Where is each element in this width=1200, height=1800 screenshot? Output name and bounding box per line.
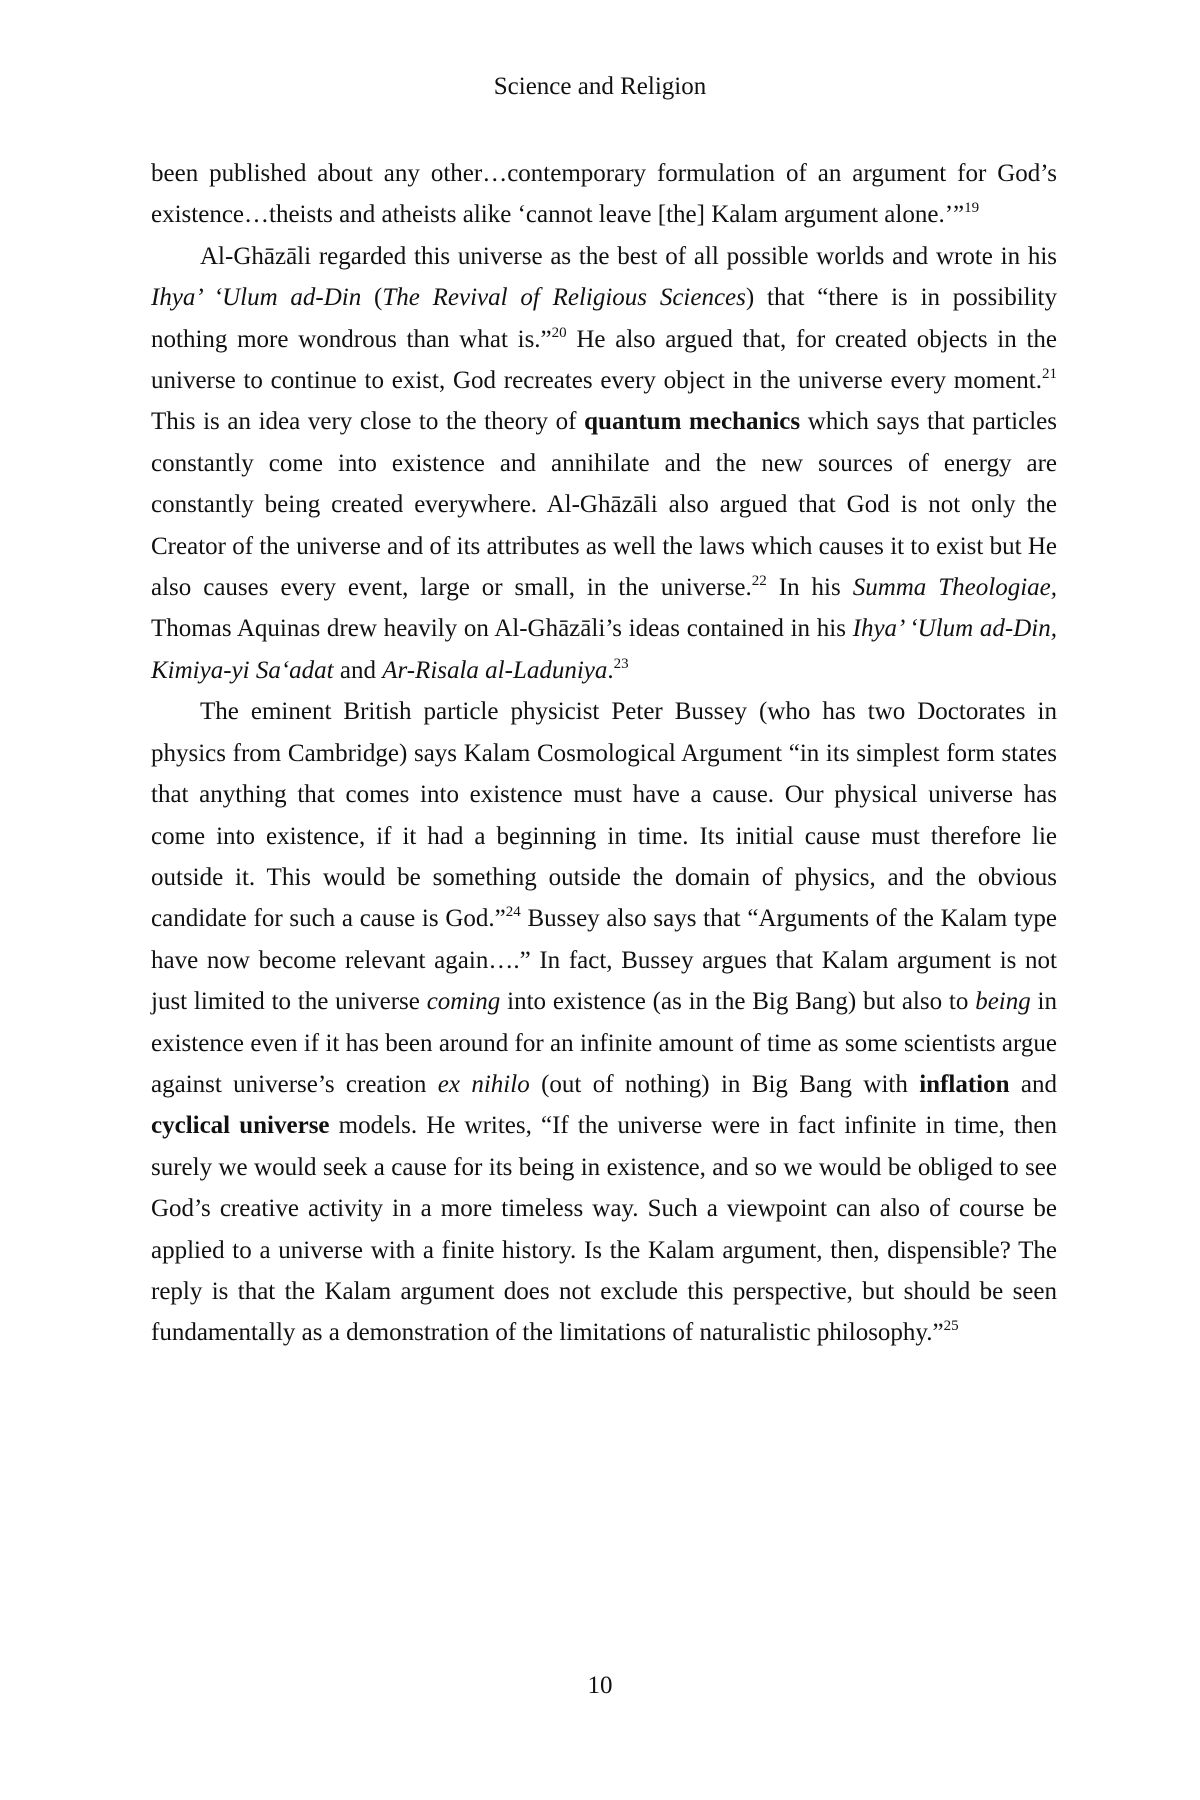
text-span: ( (361, 284, 383, 312)
bold-cyclical-universe: cyclical universe (151, 1112, 330, 1140)
text-span: ) that “there is in possibility nothing more wondrous than what is.” (151, 284, 1057, 353)
paragraph-bussey (151, 691, 1057, 1354)
italic-revival-title: The Revival of Religious Sciences (382, 284, 746, 312)
italic-risala-title: Ar-Risala al-Laduniya (382, 656, 608, 684)
text-span: which says that particles constantly come into existence and annihilate and the new sources of energy are constantly being created everywhere. Al-Ghāzāli also argued that God is not only the Creator of the universe and of its attributes as well the laws which causes it to exist but He also causes every event, large or small, in the universe. (151, 408, 1057, 602)
footnote-ref-21: 21 (1042, 366, 1057, 383)
text-span: The eminent British particle physicist Peter Bussey (who has two Doctorates in physics from Cambridge) says Kalam Cosmological Argument “in its simplest form states that anything that comes into existence must have a cause. Our physical universe has come into existence, if it had a beginning in time. Its initial cause must therefore lie outside it. This would be something outside the domain of physics, and the obvious candidate for such a cause is God.” (151, 698, 1057, 933)
italic-ihya-title: Ihya’ ‘Ulum ad-Din (151, 284, 362, 312)
body-text (151, 153, 1057, 1354)
page-number: 10 (587, 1672, 613, 1699)
text-span: In his (766, 574, 853, 602)
footnote-ref-19: 19 (964, 200, 980, 217)
footnote-ref-22: 22 (751, 573, 767, 590)
footnote-ref-24: 24 (505, 904, 521, 921)
text-span: been published about any other…contemporary formulation of an argument for God’s existence…theists and atheists alike ‘cannot leave [the] Kalam argument alone.’” (151, 160, 1057, 229)
text-span: Al-Ghāzāli regarded this universe as the best of all possible worlds and wrote in his (200, 242, 1057, 270)
text-span: models. He writes, “If the universe were in fact infinite in time, then surely we would seek a cause for its being in existence, and so we would be obliged to see God’s creative activity in a more timeless way. Such a viewpoint can also of course be applied to a universe with a finite history. Is the Kalam argument, then, dispensible? The reply is that the Kalam argument does not exclude this perspective, but should be seen fundamentally as a demonstration of the limitations of naturalistic philosophy.” (151, 1112, 1057, 1347)
italic-coming: coming (426, 988, 501, 1016)
text-span: and (333, 656, 383, 684)
text-span: This is an idea very close to the theory of (151, 408, 585, 436)
text-span: Thomas Aquinas drew heavily on Al-Ghāzāli’s ideas contained in his (151, 615, 853, 643)
italic-being: being (975, 988, 1031, 1016)
italic-works-titles: Ihya’ ‘Ulum ad-Din, Kimiya-yi Sa‘adat (151, 615, 1057, 684)
bold-quantum-mechanics: quantum mechanics (584, 408, 801, 436)
italic-summa-title: Summa Theologiae, (852, 574, 1057, 602)
running-header: Science and Religion (493, 73, 707, 100)
text-span: He also argued that, for created objects in the universe to continue to exist, God recreates every object in the universe every moment. (151, 325, 1057, 395)
paragraph-al-ghazali (151, 236, 1057, 691)
text-span: . (607, 656, 614, 684)
italic-ex-nihilo: ex nihilo (437, 1070, 530, 1098)
footnote-ref-20: 20 (551, 324, 567, 341)
footnote-ref-25: 25 (943, 1318, 959, 1335)
text-span: Bussey also says that “Arguments of the Kalam type have now become relevant again….” In fact, Bussey argues that Kalam argument is not just limited to the universe (151, 905, 1057, 1016)
text-span: and (1009, 1070, 1057, 1098)
text-span: in existence even if it has been around for an infinite amount of time as some scientists argue against universe’s creation (151, 988, 1057, 1098)
bold-inflation: inflation (919, 1070, 1010, 1098)
text-span: (out of nothing) in Big Bang with (529, 1070, 920, 1098)
text-span: into existence (as in the Big Bang) but also to (500, 988, 976, 1016)
footnote-ref-23: 23 (613, 655, 629, 672)
paragraph-continuation (151, 153, 1057, 236)
